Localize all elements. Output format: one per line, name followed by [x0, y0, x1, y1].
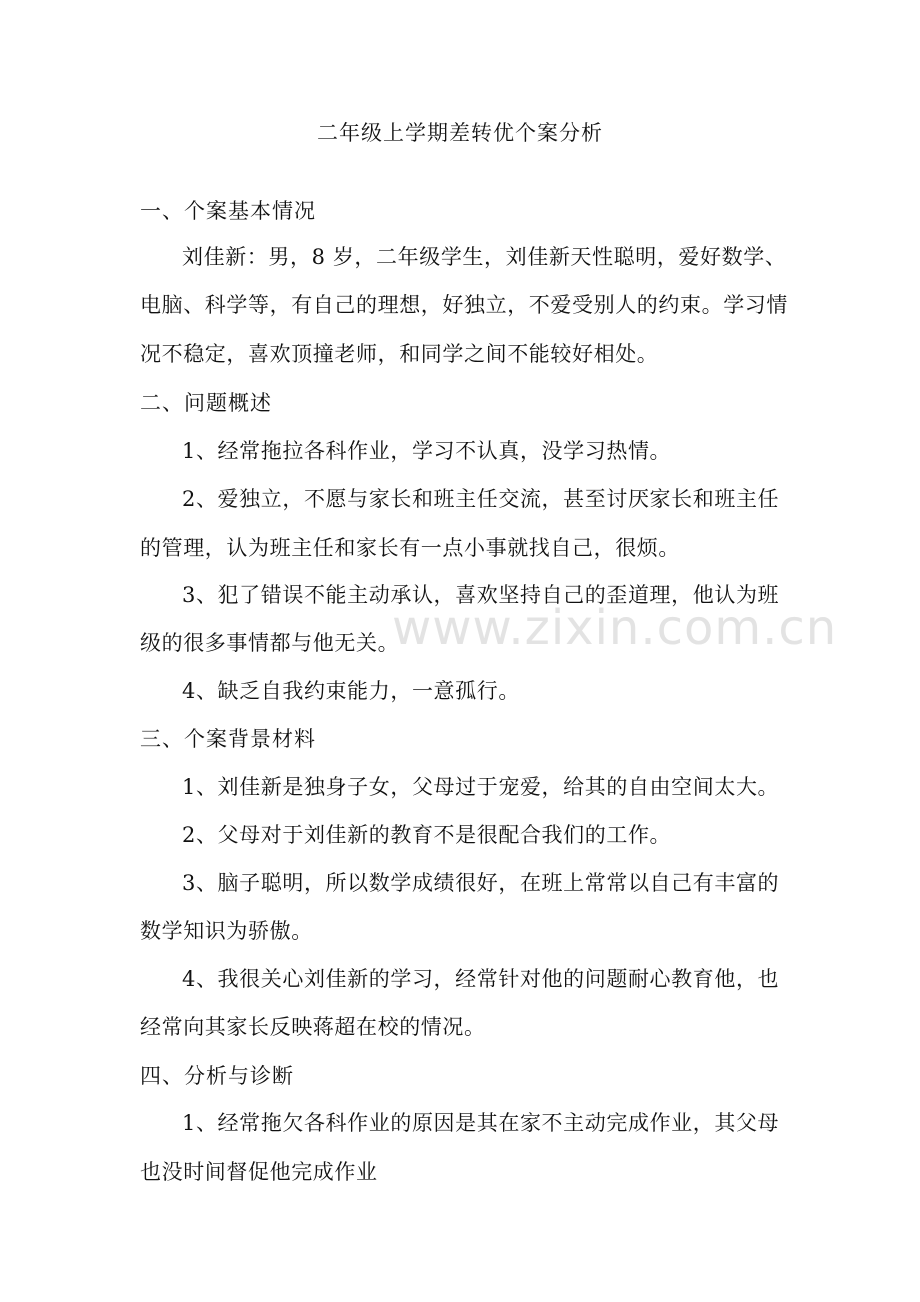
section-heading: 一、个案基本情况 [140, 199, 316, 223]
paragraph-line: 也没时间督促他完成作业 [140, 1160, 378, 1184]
paragraph-line: 1、经常拖拉各科作业，学习不认真，没学习热情。 [182, 439, 672, 463]
paragraph-line: 1、经常拖欠各科作业的原因是其在家不主动完成作业，其父母 [182, 1111, 780, 1135]
paragraph-line: 的管理，认为班主任和家长有一点小事就找自己，很烦。 [140, 536, 680, 560]
paragraph-line: 2、父母对于刘佳新的教育不是很配合我们的工作。 [182, 823, 672, 847]
paragraph-line: 级的很多事情都与他无关。 [140, 631, 400, 655]
paragraph-line: 经常向其家长反映蒋超在校的情况。 [140, 1015, 486, 1039]
paragraph-line: 数学知识为骄傲。 [140, 919, 313, 943]
section-heading: 三、个案背景材料 [140, 727, 316, 751]
section-heading: 四、分析与诊断 [140, 1064, 294, 1088]
paragraph-line: 1、刘佳新是独身子女，父母过于宠爱，给其的自由空间太大。 [182, 775, 780, 799]
paragraph-line: 况不稳定，喜欢顶撞老师，和同学之间不能较好相处。 [140, 342, 659, 366]
paragraph-line: 刘佳新：男，8 岁，二年级学生，刘佳新天性聪明，爱好数学、 [182, 245, 787, 269]
paragraph-line: 3、脑子聪明，所以数学成绩很好，在班上常常以自己有丰富的 [182, 871, 780, 895]
document-title: 二年级上学期差转优个案分析 [317, 121, 603, 145]
paragraph-line: 3、犯了错误不能主动承认，喜欢坚持自己的歪道理，他认为班 [182, 583, 780, 607]
paragraph-line: 2、爱独立，不愿与家长和班主任交流，甚至讨厌家长和班主任 [182, 487, 780, 511]
paragraph-line: 4、缺乏自我约束能力，一意孤行。 [182, 679, 520, 703]
paragraph-line: 电脑、科学等，有自己的理想，好独立，不爱受别人的约束。学习情 [140, 293, 788, 317]
paragraph-line: 4、我很关心刘佳新的学习，经常针对他的问题耐心教育他，也 [182, 967, 780, 991]
section-heading: 二、问题概述 [140, 391, 272, 415]
watermark: www.zixin.com.cn [392, 600, 838, 656]
